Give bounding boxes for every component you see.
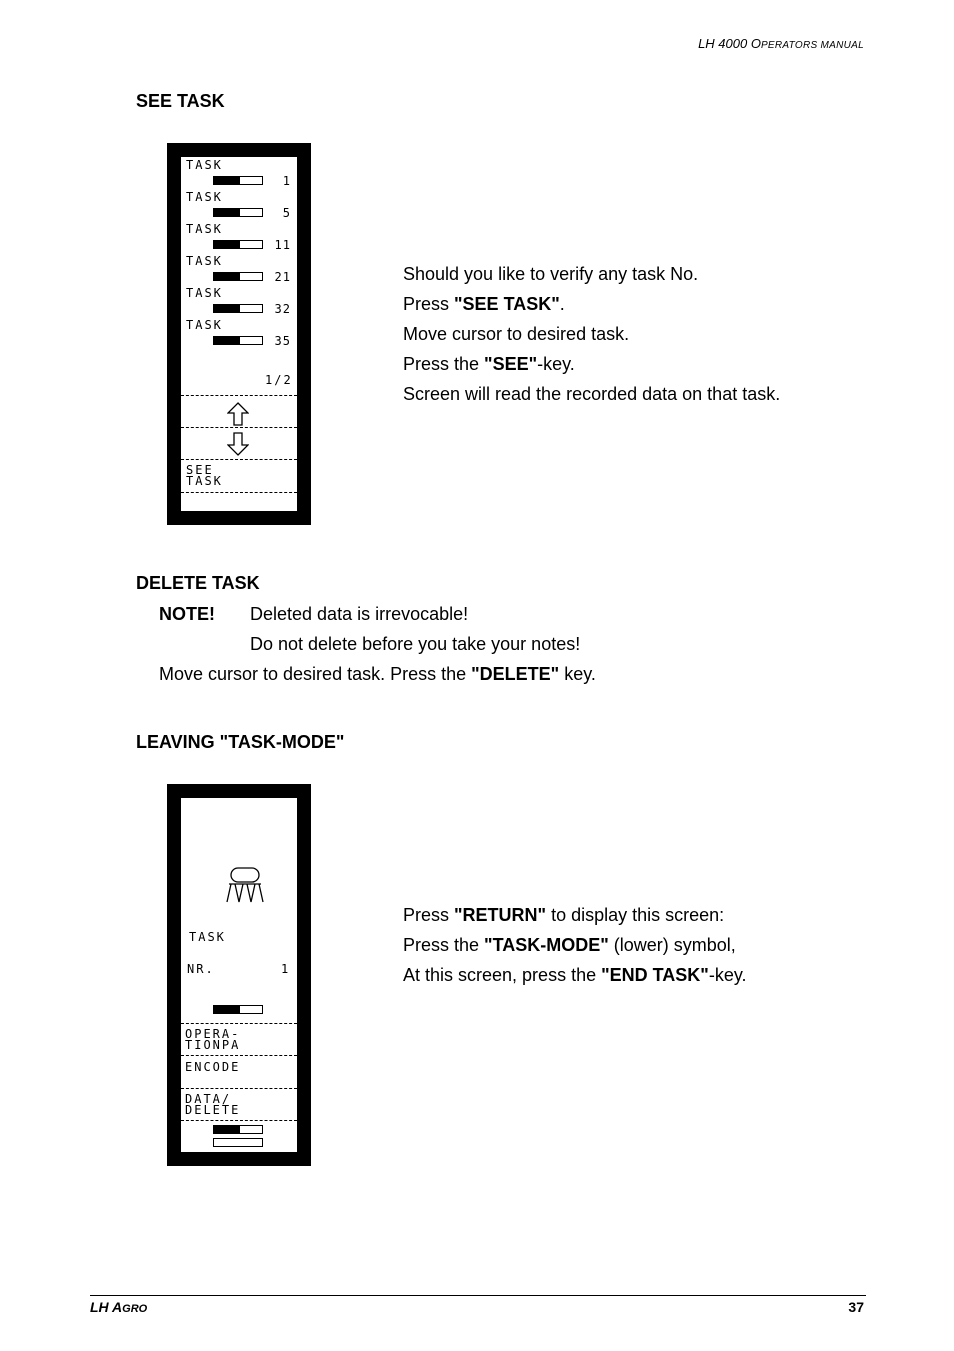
lcd-screen (181, 157, 297, 511)
text-run: -key. (537, 354, 575, 374)
task-row-bar[interactable] (213, 208, 263, 217)
text-run: key. (559, 664, 596, 684)
task-row-bar[interactable] (213, 304, 263, 313)
text-run: to display this screen: (546, 905, 725, 925)
header-title-smallcaps: PERATORS MANUAL (760, 40, 864, 51)
note-line: Do not delete before you take your notes! (250, 634, 581, 654)
nr-label: NR. (187, 962, 215, 976)
key-name: "RETURN" (454, 905, 547, 925)
key-name: "DELETE" (471, 664, 560, 684)
progress-fill (214, 177, 240, 184)
text-run: Press (403, 294, 455, 314)
see-task-instructions (403, 264, 780, 414)
task-row-number: 11 (274, 238, 291, 252)
task-row-bar[interactable] (213, 272, 263, 281)
instruction-line (403, 354, 780, 384)
lcd-divider (181, 1055, 297, 1056)
key-name: "END TASK" (601, 965, 709, 985)
task-row-label[interactable]: TASK (186, 254, 223, 268)
key-label-line: DATA/ (185, 1092, 232, 1106)
task-progress-bar (213, 1005, 263, 1014)
task-row-bar[interactable] (213, 240, 263, 249)
page-number: 37 (848, 1299, 864, 1315)
key-name: "TASK-MODE" (484, 935, 609, 955)
task-row-number: 21 (274, 270, 291, 284)
lcd-divider (181, 492, 297, 493)
progress-fill (214, 1006, 240, 1013)
task-mode-bar[interactable] (213, 1125, 263, 1134)
lcd-divider (181, 427, 297, 428)
see-task-heading: SEE TASK (136, 91, 225, 111)
text-run: Move cursor to desired task. Press the (159, 664, 472, 684)
key-label-line: TIONPA (185, 1038, 241, 1052)
lcd-page-indicator: 1/2 (265, 373, 293, 387)
leaving-task-mode-heading: LEAVING "TASK-MODE" (136, 732, 345, 752)
progress-fill (214, 273, 240, 280)
nr-value: 1 (281, 962, 291, 976)
lcd-divider (181, 395, 297, 396)
note-line: Deleted data is irrevocable! (250, 604, 469, 624)
task-row-label[interactable]: TASK (186, 158, 223, 172)
footer-rule (90, 1295, 866, 1296)
operation-param-key[interactable] (185, 1029, 240, 1051)
key-label-line: OPERA- (185, 1027, 241, 1041)
task-row-number: 1 (282, 174, 291, 188)
key-label-line: TASK (186, 474, 223, 488)
progress-fill (214, 1126, 240, 1133)
delete-instruction (159, 664, 596, 685)
instruction-line (403, 324, 780, 354)
footer-brand: LH A (90, 1299, 123, 1315)
task-row-bar[interactable] (213, 336, 263, 345)
leaving-instructions (403, 905, 747, 995)
text-run: At this screen, press the (403, 965, 602, 985)
text-run: Press (403, 905, 455, 925)
progress-fill (214, 209, 240, 216)
task-row-bar[interactable] (213, 176, 263, 185)
instruction-line (403, 935, 747, 965)
text-run: Press the (403, 354, 485, 374)
encode-key[interactable]: ENCODE (185, 1060, 241, 1074)
text-run: Press the (403, 935, 485, 955)
down-arrow-icon[interactable] (227, 432, 249, 456)
task-row-label[interactable]: TASK (186, 190, 223, 204)
see-task-key[interactable] (186, 465, 223, 487)
progress-fill (214, 241, 240, 248)
task-row-number: 35 (274, 334, 291, 348)
up-arrow-icon[interactable] (227, 402, 249, 426)
end-task-bar[interactable] (213, 1138, 263, 1147)
sprayer-icon (225, 866, 265, 906)
task-row-number: 5 (282, 206, 291, 220)
task-row-number: 32 (274, 302, 291, 316)
instruction-line (403, 384, 780, 414)
footer-brand-smallcaps: GRO (122, 1303, 148, 1315)
key-label-line: DELETE (185, 1103, 241, 1117)
instruction-line (403, 905, 747, 935)
progress-fill (214, 337, 240, 344)
text-run: . (559, 294, 565, 314)
footer-left (90, 1299, 147, 1315)
lcd-divider (181, 1120, 297, 1121)
lcd-screen (181, 798, 297, 1152)
lcd-divider (181, 459, 297, 460)
header-title: LH 4000 O (698, 36, 761, 51)
key-name: "SEE TASK" (454, 294, 560, 314)
task-row-label[interactable]: TASK (186, 318, 223, 332)
lcd-divider (181, 1023, 297, 1024)
text-run: Screen will read the recorded data on that task. (403, 384, 781, 404)
note-label: NOTE! (159, 604, 215, 624)
data-delete-key[interactable] (185, 1094, 240, 1116)
lcd-divider (181, 1088, 297, 1089)
running-header (698, 36, 864, 51)
text-run: Move cursor to desired task. (403, 324, 630, 344)
task-row-label[interactable]: TASK (186, 222, 223, 236)
instruction-line (403, 294, 780, 324)
text-run: (lower) symbol, (608, 935, 736, 955)
text-run: -key. (708, 965, 747, 985)
task-row-label[interactable]: TASK (186, 286, 223, 300)
text-run: Should you like to verify any task No. (403, 264, 699, 284)
task-label: TASK (189, 930, 226, 944)
progress-fill (214, 305, 240, 312)
see-task-lcd-panel (167, 143, 311, 525)
key-name: "SEE" (484, 354, 538, 374)
leaving-lcd-panel (167, 784, 311, 1166)
instruction-line (403, 965, 747, 995)
instruction-line (403, 264, 780, 294)
key-label-line: SEE (186, 463, 214, 477)
delete-task-heading: DELETE TASK (136, 573, 260, 593)
